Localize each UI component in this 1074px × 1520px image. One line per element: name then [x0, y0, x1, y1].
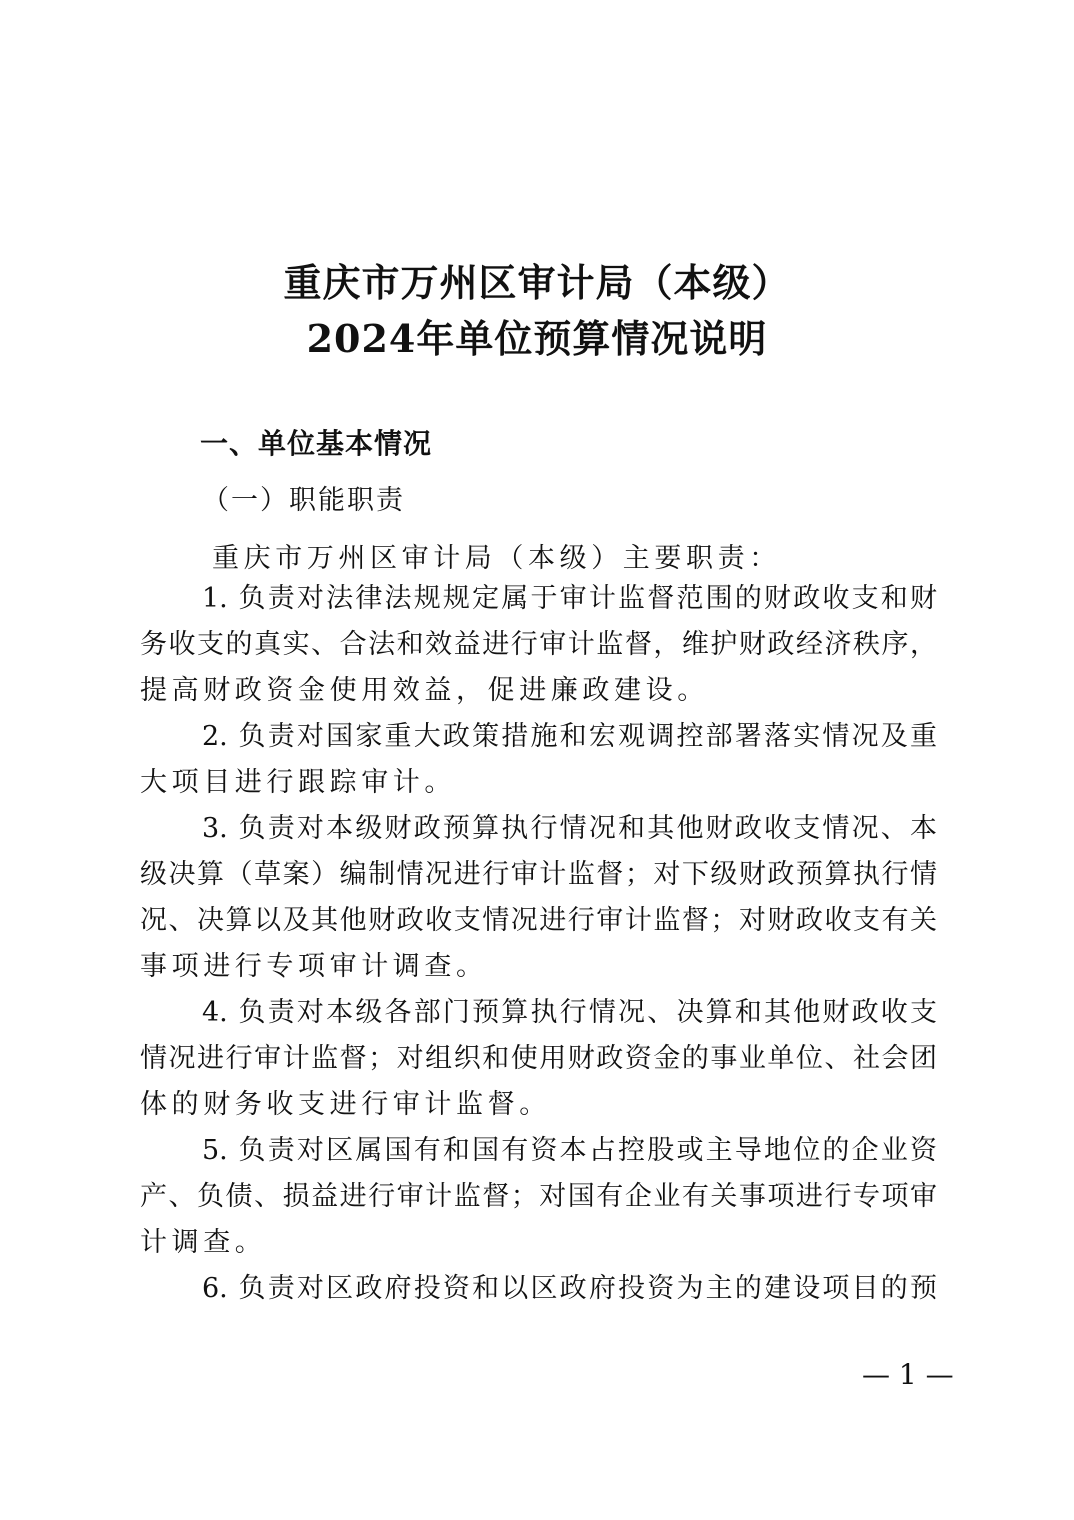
duty-item-6 [140, 1266, 937, 1312]
duty-item-1 [140, 576, 937, 714]
paragraph-line: 1. 负责对法律法规规定属于审计监督范围的财政收支和财 [202, 583, 937, 614]
paragraph-line: 情况进行审计监督；对组织和使用财政资金的事业单位、社会团 [140, 1043, 937, 1074]
paragraph-line: 级决算（草案）编制情况进行审计监督；对下级财政预算执行情 [140, 859, 937, 890]
paragraph-line: 况、决算以及其他财政收支情况进行审计监督；对财政收支有关 [140, 905, 937, 936]
page-number: — 1 — [862, 1358, 954, 1391]
paragraph-line: 事项进行专项审计调查。 [140, 951, 488, 982]
duty-item-5 [140, 1128, 937, 1266]
document-title-line-1: 重庆市万州区审计局（本级） [283, 260, 791, 305]
paragraph-line: 6. 负责对区政府投资和以区政府投资为主的建设项目的预 [202, 1273, 937, 1304]
paragraph-line: 提高财政资金使用效益，促进廉政建设。 [140, 675, 709, 706]
paragraph-line: 3. 负责对本级财政预算执行情况和其他财政收支情况、本 [202, 813, 937, 844]
duty-item-3 [140, 806, 937, 990]
paragraph-line: 4. 负责对本级各部门预算执行情况、决算和其他财政收支 [202, 997, 937, 1028]
subsection-heading: （一）职能职责 [202, 485, 405, 516]
paragraph-line: 体的财务收支进行审计监督。 [140, 1089, 551, 1120]
duty-item-2 [140, 714, 937, 806]
paragraph-line: 5. 负责对区属国有和国有资本占控股或主导地位的企业资 [202, 1135, 937, 1166]
paragraph-line: 2. 负责对国家重大政策措施和宏观调控部署落实情况及重 [202, 721, 937, 752]
intro-paragraph: 重庆市万州区审计局（本级）主要职责： [212, 543, 781, 574]
document-title-line-2: 2024年单位预算情况说明 [306, 316, 768, 361]
duty-item-4 [140, 990, 937, 1128]
paragraph-line: 计调查。 [140, 1227, 267, 1258]
section-heading: 一、单位基本情况 [200, 427, 433, 460]
paragraph-line: 大项目进行跟踪审计。 [140, 767, 456, 798]
paragraph-line: 务收支的真实、合法和效益进行审计监督，维护财政经济秩序， [140, 629, 937, 660]
paragraph-line: 产、负债、损益进行审计监督；对国有企业有关事项进行专项审 [140, 1181, 937, 1212]
